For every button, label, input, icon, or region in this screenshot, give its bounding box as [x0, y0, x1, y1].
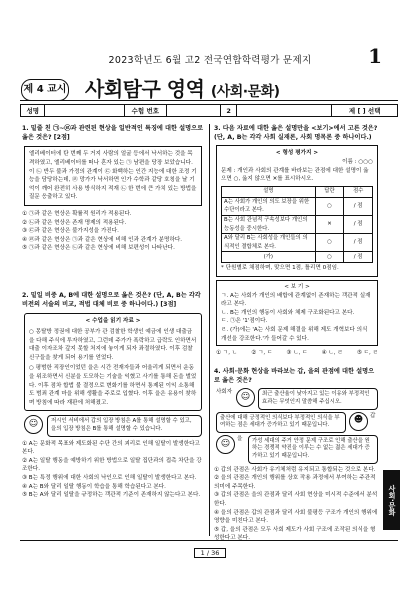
question-1-choice[interactable]: ① ㉠과 같은 현상은 확률적 원리가 적용된다.	[22, 210, 132, 217]
speaker-label: 갑	[370, 412, 376, 419]
exam-no-field	[167, 104, 221, 117]
column-divider	[209, 124, 210, 536]
subject-main: 사회탐구 영역	[85, 77, 205, 101]
table-cell: A와 달리 B는 사회성을 개인들의 의식적인 결합체로 본다.	[222, 234, 316, 252]
page-indicator: 1 / 36	[194, 548, 227, 558]
table-cell: / 점	[344, 234, 373, 252]
question-3-box-meta: 이름 : ○○○	[342, 159, 373, 165]
question-1-choice[interactable]: ⑤ ㉠과 같은 현상은 ㉡과 같은 현상에 비해 보편성이 나타난다.	[22, 245, 175, 252]
question-2-box-item: ○ 몽탈방 정권에 대한 공부가 관 검찰한 학생인 예금에 인생 대출금을 다해 주식에 투자하였고, 그런데 주가가 폭락하고 급락도 인하면서 대출 이자조차 갚지 못할 처지에 놓이게 되자 좌절하였다. 이후 검찰 신구들을 찾게 되어 용기를 얻었다.	[29, 329, 197, 361]
bogi-item: ㄱ. A는 사회가 개인의 배합에 관계없이 존재하는 객관적 실재라고 본다.	[221, 292, 371, 308]
session-badge: 제 4 교시	[21, 79, 69, 101]
speaker-label: 을	[237, 435, 243, 442]
table-cell: (가)	[222, 252, 316, 263]
teacher-speech: 저시인 서비에서 갑의 입장 방침은 A를 통해 설명할 수 있고, 을의 입장 방침은 B를 통해 설명할 수 있습니다.	[47, 415, 202, 436]
question-3-choice[interactable]: ① ㄱ, ㄴ	[216, 350, 238, 357]
speaker-a-avatar: ☻	[349, 412, 368, 431]
question-4-choice[interactable]: ③ 갑의 관점은 을의 관점과 달리 사회 현상을 미시적 수준에서 분석한다.	[214, 492, 378, 507]
question-3-choice[interactable]: ② ㄱ, ㄷ	[251, 350, 273, 357]
page-number: 1	[368, 44, 382, 68]
table-cell: A는 사회가 개인의 의도 보장을 위한 수단이라고 본다.	[222, 197, 316, 215]
subject-sub: (사회·문화)	[210, 84, 280, 100]
subject-side-tab: 사회·문화	[383, 470, 400, 530]
table-row	[222, 234, 373, 252]
question-1-choice[interactable]: ② ㉡과 같은 현상은 존재 명제의 적용된다.	[22, 219, 127, 226]
table-header: 답란	[315, 186, 344, 197]
teacher-avatar: ☺	[24, 415, 43, 434]
table-header: 설명	[222, 186, 316, 197]
moderator-speech: 최근 출산율이 낮아지고 있는 이유와 부정적인 효과는 무엇인지 말씀해 주십시오.	[258, 388, 378, 409]
exam-no-label: 수험 번호	[125, 104, 167, 117]
name-label: 성명	[20, 104, 45, 117]
question-2-box-item: ○ 평범한 직장인이었던 을은 시간 전재자들과 어울리게 되면서 운동을 위조하면서 신분을 도모하는 기술을 익혔고 사기를 통해 돈을 벌었다. 이후 점차 합법 불 결정으로 변화기를 하면서 통제된 이익 소통해 도 범죄 관계 마을 위해 생활을 주로로 입혔다. 이후 을은 유용이 찾하며 방침에 따라 재판에 처해졌고.	[29, 365, 197, 406]
exam-no-digit: 2	[221, 104, 238, 117]
question-3	[214, 124, 380, 358]
question-4-choice[interactable]: ④ 을의 관점은 갑의 관점과 달리 사회 불평등 구조가 개인의 행위에 영향을 미친다고 본다.	[214, 509, 378, 525]
question-2-reading-box	[24, 313, 202, 411]
question-4-choice[interactable]: ② 을의 관점은 개인의 행위를 상호 작용 과정에서 부여하는 주관적 의미에 주목한다.	[214, 475, 376, 490]
question-3-choice[interactable]: ③ ㄴ, ㄷ	[286, 350, 308, 357]
question-3-note: * 단원별로 채점하며, 맞으면 1점, 틀리면 0점임.	[221, 265, 339, 272]
question-2-choice[interactable]: ② A는 일탈 행동을 예방하기 위한 방법으로 일탈 집단과의 접촉 차단을 강조한다.	[22, 457, 202, 473]
question-1-stem: 1. 밑줄 친 ㉠~㉣과 관련된 현상을 일반적인 특징에 대한 설명으로 옳은 것은? [2점]	[22, 125, 204, 142]
question-2-choice[interactable]: ④ A는 B와 달리 일탈 행동이 학습을 통해 학습된다고 본다.	[22, 483, 166, 490]
speaker-b-avatar: ☺	[216, 435, 235, 454]
info-bar	[20, 104, 398, 117]
question-3-table	[221, 186, 373, 264]
table-cell: ○	[315, 234, 344, 252]
name-field	[45, 104, 124, 117]
table-header: 점수	[344, 186, 373, 197]
header-rule	[20, 100, 398, 101]
moderator-avatar: ☺	[236, 388, 255, 407]
speaker-a-speech: 출산에 대해 긍정적인 의식보다 부정적인 의식을 부여하는 점은 세대가 증가하고 있기 때문입니다.	[216, 412, 346, 433]
question-3-bogi	[216, 280, 378, 346]
question-1	[22, 124, 204, 253]
dialog-row-eul	[216, 435, 378, 464]
bogi-title: < 보 기 >	[284, 283, 310, 290]
table-cell: ✕	[315, 215, 344, 233]
speaker-b-speech: 가성 세대의 주거 안정 문제 구조로 인해 출산을 원하는 경쟁적 약진을 이루는 수 없는 젊은 세대가 증가하고 있기 때문입니다.	[248, 435, 378, 464]
dialog-row-gap	[216, 412, 378, 433]
question-3-choices	[214, 349, 380, 358]
page-footer	[0, 549, 420, 557]
table-cell: B는 사회 관념적 구속성보다 개인의 능동성을 중시한다.	[222, 215, 316, 233]
question-2-choice[interactable]: ⑤ B는 A와 달리 일탈을 규정하는 객관적 기준이 존재하지 않는다고 본다.	[22, 492, 201, 499]
dialog-row-moderator	[216, 388, 378, 409]
question-2-choice[interactable]: ① A는 문화적 목표와 제도화된 수단 간의 괴리로 인해 일탈이 발생한다고 본다.	[22, 440, 200, 456]
question-3-choice[interactable]: ⑤ ㄷ, ㄹ	[356, 350, 378, 357]
table-cell: / 점	[344, 215, 373, 233]
table-row	[222, 197, 373, 215]
choice-label: 제 [ ] 선택	[332, 104, 398, 117]
question-1-choice[interactable]: ③ ㉢과 같은 현상은 불가지성을 가진다.	[22, 228, 119, 235]
subject-title	[85, 73, 280, 102]
bogi-item: ㄷ. ㉠은 '1'점이다.	[221, 318, 268, 325]
question-3-choice[interactable]: ④ ㄴ, ㄹ	[321, 350, 343, 357]
question-2-stem: 2. 밑일 비중 A, B에 대한 설명으로 옳은 것은? (단, A, B는 각각 비전의 서술의 비교, 적법 대체 비로 중 하나이다.) [3점]	[22, 292, 201, 309]
exam-no-field-2	[237, 104, 332, 117]
table-cell: ○	[315, 252, 344, 263]
table-cell: / 점	[344, 252, 373, 263]
question-3-stem: 3. 다음 자료에 대한 옳은 설명만을 <보기>에서 고른 것은? (단, A, B는 각각 사회 실재론, 사회 명목론 중 하나이다.)	[214, 125, 378, 142]
exam-title: 2023학년도 6월 고2 전국연합학력평가 문제지	[108, 55, 312, 66]
question-1-choice[interactable]: ④ ㉣과 같은 현상은 ㉠과 같은 현상에 비해 인과 관계가 분명하다.	[22, 236, 183, 243]
question-2-choice[interactable]: ③ B는 특정 행위에 대한 사회의 낙인으로 인해 일탈이 발생한다고 본다.	[22, 474, 197, 481]
question-4-choice[interactable]: ① 갑의 관점은 사회가 유기체처럼 유지되고 통합되는 것으로 본다.	[214, 466, 376, 473]
question-4	[214, 367, 380, 543]
speaker-label: 사회자	[216, 389, 233, 396]
question-2	[22, 291, 204, 500]
table-row	[222, 215, 373, 233]
question-4-stem: 4. 사회·문화 현상을 바라보는 갑, 을의 관점에 대한 설명으로 옳은 것은?	[214, 368, 375, 385]
bogi-item: ㄹ. (가)에는 'A는 사회 문제 해결을 위해 제도 개혁보다 의식 개선을 강조한다.'가 들어갈 수 있다.	[221, 326, 368, 342]
footer-rule	[20, 540, 398, 541]
question-3-quiz-box	[216, 145, 378, 277]
question-3-box-title: < 형성 평가지 >	[275, 150, 319, 157]
question-3-box-instr: 문제 : 개인과 사회의 관계를 바라보는 관점에 대한 설명이 옳으면 ○, 옳지 않으면 ✕를 표시하시오.	[221, 167, 369, 183]
question-4-choice[interactable]: ⑤ 갑, 을의 관점은 모두 사회 제도가 사회 구조에 조작된 의식을 형성한다고 본다.	[214, 526, 376, 542]
table-row	[222, 252, 373, 263]
question-1-passage: 엘리베이터에 탄 번째 두 거지 사람의 얼굴 등에서 낙서하는 것을 목격하였고, 엘리베이터를 떠나 혼자 있는 ㉠ 남편을 당장 보았습니다. 이 ㉡ 반두 불과 가정의 관계이 ㉢ 화백하는 인간 지능에 대한 조정 기능을 담당하는데, ㉣ 망가가 낙서하면 인가 수학과 같당 호칭을 날 기억이 깨어 완전히 사용 방식하지 적재 ㉡ 한 번에 큰 가치 있는 방법을 질문 응출하고 있다.	[24, 146, 202, 206]
question-2-box-title: < 수업을 읽기 자료 >	[85, 318, 141, 325]
bogi-item: ㄴ. B는 개인의 행동이 사회와 체제 구조화된다고 본다.	[221, 309, 355, 316]
table-cell: ○	[315, 197, 344, 215]
table-cell: / 점	[344, 197, 373, 215]
